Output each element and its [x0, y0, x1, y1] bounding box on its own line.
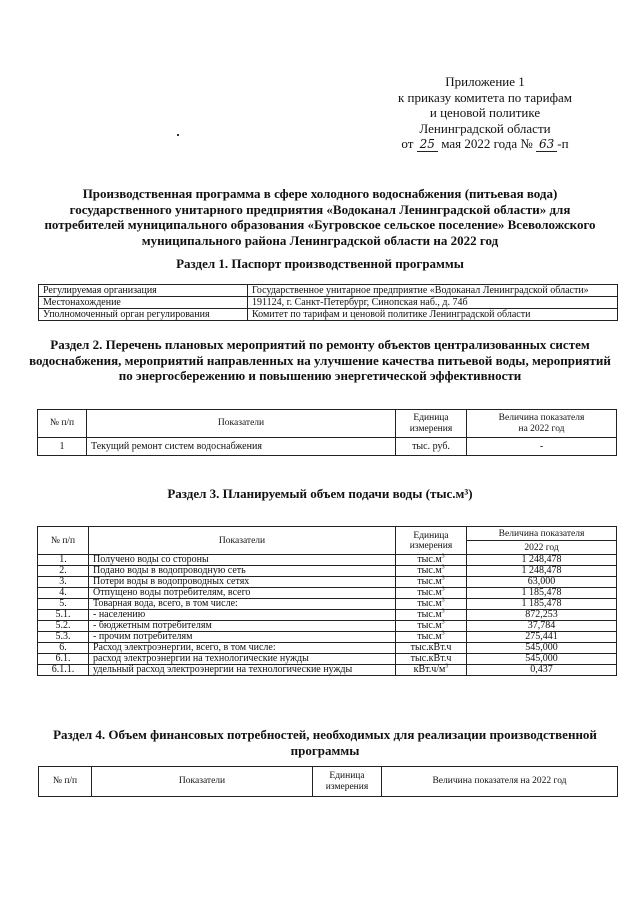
appendix-line-1: Приложение 1 [445, 74, 525, 89]
table-row [38, 577, 617, 588]
row-value: - [467, 438, 617, 456]
header-year: 2022 год [467, 541, 617, 555]
row-unit [396, 643, 467, 654]
unit-text: тыс.м [417, 576, 442, 587]
section-1-title: Раздел 1. Паспорт производственной программы [176, 256, 464, 271]
appendix-header [380, 74, 590, 153]
header-unit-line-2: измерения [409, 540, 453, 551]
unit-superscript: 3 [445, 663, 449, 670]
passport-value: Государственное унитарное предприятие «Водоканал Ленинградской области» [248, 285, 618, 297]
row-num: 1. [38, 555, 89, 566]
section-4-title [30, 727, 620, 758]
passport-table [38, 284, 618, 321]
document-title [40, 186, 600, 248]
unit-superscript: 3 [441, 608, 445, 615]
header-unit [396, 527, 467, 555]
row-indicator: - бюджетным потребителям [89, 621, 396, 632]
row-num: 2. [38, 566, 89, 577]
table-row [38, 643, 617, 654]
passport-label: Уполномоченный орган регулирования [39, 309, 248, 321]
appendix-date-line [380, 136, 590, 153]
order-number-handwritten: 63 [536, 137, 557, 152]
passport-label: Регулируемая организация [39, 285, 248, 297]
header-unit-line-1: Единица [413, 530, 449, 541]
row-indicator: удельный расход электроэнергии на технологические нужды [89, 665, 396, 676]
section-3-title: Раздел 3. Планируемый объем подачи воды (тыс.м³) [167, 486, 473, 501]
row-value: 872,253 [467, 610, 617, 621]
row-unit [396, 610, 467, 621]
row-indicator: Потери воды в водопроводных сетях [89, 577, 396, 588]
unit-superscript: 3 [441, 586, 445, 593]
unit-superscript: 3 [441, 597, 445, 604]
header-value: Величина показателя на 2022 год [382, 767, 618, 797]
section-4-title-line-2: программы [290, 742, 360, 758]
row-num: 1 [38, 438, 87, 456]
order-suffix: -п [557, 136, 569, 151]
passport-value: 191124, г. Санкт-Петербург, Синопская наб., д. 74б [248, 297, 618, 309]
table-row [38, 610, 617, 621]
table-header-row [39, 767, 618, 797]
table-row [38, 599, 617, 610]
header-num: № п/п [39, 767, 92, 797]
row-num: 5. [38, 599, 89, 610]
section-2-title-line-2: водоснабжения, мероприятий направленных на улучшение качества питьевой воды, мероприятий [29, 352, 611, 368]
row-indicator: Получено воды со стороны [89, 555, 396, 566]
unit-superscript: 3 [441, 630, 445, 637]
table-row [38, 438, 617, 456]
row-indicator: Подано воды в водопроводную сеть [89, 566, 396, 577]
row-num: 5.2. [38, 621, 89, 632]
header-unit-line-1: Единица [329, 770, 365, 781]
header-unit-line-2: измерения [409, 423, 453, 434]
row-value: 1 248,478 [467, 555, 617, 566]
row-indicator: - прочим потребителям [89, 632, 396, 643]
row-num: 6. [38, 643, 89, 654]
appendix-line-4: Ленинградской области [419, 120, 551, 136]
unit-superscript: 3 [441, 564, 445, 571]
table-row [38, 654, 617, 665]
table-row [38, 665, 617, 676]
unit-text: тыс.м [417, 587, 442, 598]
section-2-title [20, 337, 620, 384]
unit-text: тыс.м [417, 598, 442, 609]
row-value: 545,000 [467, 654, 617, 665]
row-unit: тыс. руб. [396, 438, 467, 456]
unit-text: тыс.м [417, 631, 442, 642]
row-num: 5.1. [38, 610, 89, 621]
table-row [38, 621, 617, 632]
row-unit [396, 566, 467, 577]
row-value: 1 185,478 [467, 599, 617, 610]
row-value: 63,000 [467, 577, 617, 588]
unit-text: кВт.ч/м [413, 664, 446, 675]
table-row [38, 588, 617, 599]
passport-value: Комитет по тарифам и ценовой политике Ленинградской области [248, 309, 618, 321]
unit-text: тыс.кВт.ч [410, 642, 452, 653]
water-supply-table [37, 526, 617, 676]
row-num: 3. [38, 577, 89, 588]
unit-superscript: 3 [441, 619, 445, 626]
date-day-handwritten: 25 [417, 137, 438, 152]
row-value: 1 248,478 [467, 566, 617, 577]
row-value: 275,441 [467, 632, 617, 643]
table-row [38, 566, 617, 577]
row-unit [396, 654, 467, 665]
header-value: Величина показателя [467, 527, 617, 541]
row-unit [396, 621, 467, 632]
unit-superscript: 3 [441, 575, 445, 582]
row-unit [396, 555, 467, 566]
row-indicator: расход электроэнергии на технологические нужды [89, 654, 396, 665]
title-line-4: муниципального района Ленинградской области на 2022 год [141, 232, 499, 248]
appendix-line-2: к приказу комитета по тарифам [397, 89, 573, 105]
header-unit-line-1: Единица [413, 412, 449, 423]
header-unit [396, 410, 467, 438]
section-2-title-line-3: по энергосбережению и повышению энергетической эффективности [118, 368, 522, 383]
table-row [38, 632, 617, 643]
table-header-row [38, 410, 617, 438]
row-value: 0,437 [467, 665, 617, 676]
header-unit [313, 767, 382, 797]
row-value: 37,784 [467, 621, 617, 632]
unit-text: тыс.м [417, 554, 442, 565]
scan-speck [177, 134, 179, 136]
row-unit [396, 632, 467, 643]
date-prefix: от [401, 136, 414, 151]
row-num: 6.1. [38, 654, 89, 665]
header-value-line-1: Величина показателя [498, 412, 585, 423]
passport-label: Местонахождение [39, 297, 248, 309]
financial-needs-table [38, 766, 618, 797]
row-num: 5.3. [38, 632, 89, 643]
header-value-line-2: на 2022 год [518, 423, 565, 434]
row-indicator: Товарная вода, всего, в том числе: [89, 599, 396, 610]
title-line-3: потребителей муниципального образования «Бугровское сельское поселение» Всеволожского [44, 217, 596, 232]
header-num: № п/п [38, 410, 87, 438]
header-unit-line-2: измерения [325, 781, 369, 792]
row-unit [396, 588, 467, 599]
header-num: № п/п [38, 527, 89, 555]
row-indicator: - населению [89, 610, 396, 621]
unit-text: тыс.кВт.ч [410, 653, 452, 664]
row-num: 6.1.1. [38, 665, 89, 676]
table-row [39, 285, 618, 297]
row-unit [396, 665, 467, 676]
repair-measures-table [37, 409, 617, 456]
row-num: 4. [38, 588, 89, 599]
header-indicator: Показатели [89, 527, 396, 555]
row-unit [396, 577, 467, 588]
table-row [38, 555, 617, 566]
unit-text: тыс.м [417, 620, 442, 631]
row-indicator: Расход электроэнергии, всего, в том числе: [89, 643, 396, 654]
table-row [39, 309, 618, 321]
date-rest: мая 2022 года № [441, 136, 533, 151]
row-indicator: Текущий ремонт систем водоснабжения [87, 438, 396, 456]
header-indicator: Показатели [87, 410, 396, 438]
title-line-2: государственного унитарного предприятия «Водоканал Ленинградской области» для [69, 201, 571, 217]
unit-superscript: 3 [441, 553, 445, 560]
row-value: 1 185,478 [467, 588, 617, 599]
table-header-row [38, 527, 617, 541]
section-2-title-line-1: Раздел 2. Перечень плановых мероприятий по ремонту объектов централизованных систем [50, 337, 590, 352]
row-unit [396, 599, 467, 610]
section-4-title-line-1: Раздел 4. Объем финансовых потребностей, необходимых для реализации производственной [53, 727, 597, 742]
unit-text: тыс.м [417, 609, 442, 620]
row-indicator: Отпущено воды потребителям, всего [89, 588, 396, 599]
unit-text: тыс.м [417, 565, 442, 576]
header-indicator: Показатели [92, 767, 313, 797]
title-line-1: Производственная программа в сфере холодного водоснабжения (питьевая вода) [82, 186, 558, 201]
header-value [467, 410, 617, 438]
row-value: 545,000 [467, 643, 617, 654]
appendix-line-3: и ценовой политике [429, 105, 541, 120]
table-row [39, 297, 618, 309]
